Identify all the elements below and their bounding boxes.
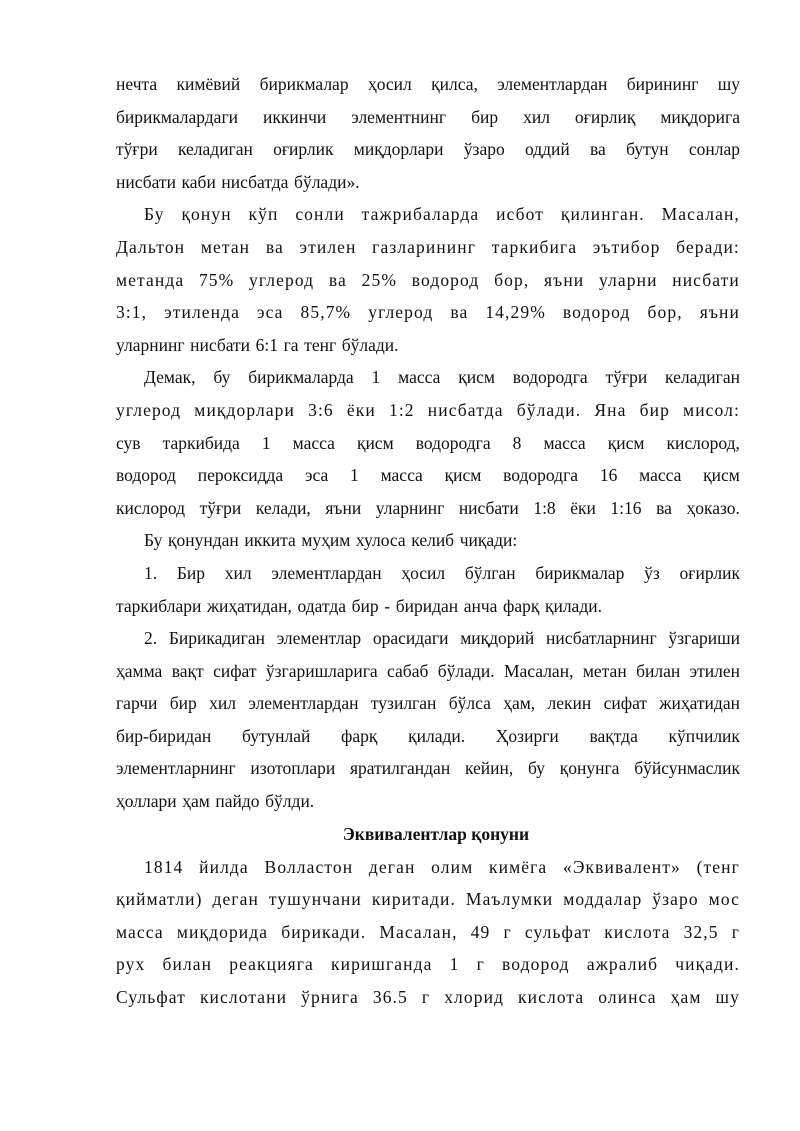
word: мисол: xyxy=(683,399,740,420)
word: кислотани xyxy=(199,987,288,1008)
word: муҳим xyxy=(301,530,351,551)
word: бирининг xyxy=(626,74,699,94)
word: пероксидда xyxy=(197,465,284,486)
word: Масалан, xyxy=(661,204,740,225)
word: қилса, xyxy=(431,74,478,94)
word: Бир xyxy=(176,562,206,583)
word: нечта xyxy=(116,74,158,94)
word: кислота xyxy=(604,921,671,942)
word: шу xyxy=(715,987,740,1008)
word: шу xyxy=(717,74,740,94)
word: хил xyxy=(523,106,550,127)
word: (тенг xyxy=(696,856,740,877)
word: келади, xyxy=(255,497,311,518)
section-heading: Эквивалентлар қонуни xyxy=(342,823,530,844)
word: нисбатда xyxy=(221,171,289,192)
word: ажралиб xyxy=(586,954,659,975)
word: қисм xyxy=(458,367,495,388)
word: элементлардан xyxy=(248,693,359,714)
word: бўлади. xyxy=(516,399,582,420)
word: этилен xyxy=(689,660,740,681)
word: ёки xyxy=(346,399,376,420)
word: бир xyxy=(351,595,379,616)
word: 8 xyxy=(512,432,522,453)
word: метан xyxy=(200,236,251,257)
word: кислота xyxy=(518,987,585,1008)
word: углерод xyxy=(116,399,182,420)
word: бу xyxy=(213,367,231,388)
word: бўлса xyxy=(448,693,491,714)
word: Сульфат xyxy=(116,987,186,1008)
text-line xyxy=(116,296,740,329)
text-line xyxy=(116,622,740,655)
word: тўғри xyxy=(199,497,242,518)
word: изотоплари xyxy=(250,758,336,779)
word: олим xyxy=(431,856,474,877)
word: 1:8 xyxy=(533,497,556,518)
text-line xyxy=(116,133,740,166)
word: реакцияга xyxy=(229,954,314,975)
word: тенг xyxy=(304,334,337,355)
word: иккита xyxy=(244,530,296,551)
word: таркибига xyxy=(491,236,578,257)
word: ёки xyxy=(570,497,596,518)
word: орасидаги xyxy=(372,628,449,649)
word: Ҳозирги xyxy=(495,725,559,746)
word: г xyxy=(476,954,485,975)
document-page xyxy=(116,68,740,1014)
word: га xyxy=(283,334,299,355)
word: келиб xyxy=(411,530,455,551)
text-line xyxy=(116,264,740,297)
word: хил xyxy=(209,693,237,714)
word: «Эквивалент» xyxy=(563,856,681,877)
word: эса xyxy=(256,302,284,323)
word: қисм xyxy=(703,465,740,486)
word: ҳам, xyxy=(503,693,536,714)
word: тўғри xyxy=(605,367,648,388)
word: этиленда xyxy=(164,302,240,323)
word: уларнинг xyxy=(116,334,185,355)
word: тажрибаларда xyxy=(361,204,480,225)
word: бирикмалар xyxy=(259,74,349,94)
word: фарқ xyxy=(503,595,540,616)
word: олинса xyxy=(598,987,657,1008)
text-line xyxy=(116,166,740,199)
word: Яна xyxy=(594,399,627,420)
word: 1814 xyxy=(144,856,184,877)
word: оғирлик xyxy=(273,139,334,160)
word: деган xyxy=(212,889,259,910)
word: қилади. xyxy=(544,595,602,616)
word: нисбати xyxy=(458,497,519,518)
word: водородга xyxy=(415,432,491,453)
word: элементлардан xyxy=(497,74,608,94)
text-line xyxy=(116,557,740,590)
word: биридан xyxy=(395,595,459,616)
word: метанда xyxy=(116,269,185,290)
word: элементлар xyxy=(276,628,362,649)
text-line xyxy=(116,655,740,688)
word: келадиган xyxy=(665,367,740,388)
word: ва xyxy=(265,236,284,257)
word: метан xyxy=(582,660,627,681)
word: одатда xyxy=(297,595,347,616)
word: келадиган xyxy=(177,139,253,160)
word: Масалан, xyxy=(503,660,574,681)
text-line xyxy=(116,916,740,949)
word: нисбати xyxy=(116,171,176,192)
word: тўғри xyxy=(116,139,158,160)
word: каби xyxy=(181,171,216,192)
word: ўзаро xyxy=(463,139,505,160)
word: миқдорий xyxy=(460,628,535,649)
word: ўзгариши xyxy=(668,628,740,649)
word: кейин, xyxy=(464,758,514,779)
word: бу xyxy=(528,758,546,779)
word: сув xyxy=(116,432,141,453)
word: г xyxy=(421,987,431,1008)
word: эса xyxy=(304,465,329,486)
text-line xyxy=(116,720,740,753)
word: қисм xyxy=(356,432,394,453)
text-line xyxy=(116,590,740,623)
word: беради: xyxy=(676,236,740,257)
word: 16 xyxy=(599,465,618,486)
word: ҳоказо. xyxy=(686,497,740,518)
word: 1 xyxy=(371,367,381,388)
text-line xyxy=(116,981,740,1014)
word: сульфат xyxy=(524,921,592,942)
word: уларни xyxy=(598,269,658,290)
word: углерод xyxy=(368,302,434,323)
word: бўйсунмаслик xyxy=(634,758,740,779)
word: ҳосил xyxy=(367,74,412,94)
word: бутунлай xyxy=(241,725,311,746)
word: 49 xyxy=(470,921,491,942)
word: бир xyxy=(639,399,670,420)
word: миқдорига xyxy=(660,106,740,127)
word: ўз xyxy=(644,562,660,583)
word: ҳоллари xyxy=(116,791,177,812)
text-line xyxy=(116,752,740,785)
text-line xyxy=(116,687,740,720)
word: моддалар xyxy=(563,889,643,910)
word: этилен xyxy=(299,236,357,257)
word: 1 xyxy=(261,432,271,453)
word: миқдорлари xyxy=(353,139,444,160)
word: бўлди. xyxy=(265,791,315,812)
word: бир xyxy=(169,693,197,714)
word: гарчи xyxy=(116,693,158,714)
word: сабаб xyxy=(387,660,429,681)
word: пайдо xyxy=(215,791,260,812)
word: нисбати xyxy=(190,334,251,355)
word: оддий xyxy=(524,139,570,160)
word: ва xyxy=(656,497,672,518)
text-line xyxy=(116,68,740,101)
word: яъни xyxy=(325,497,362,518)
word: бўлади. xyxy=(437,660,495,681)
word: бир xyxy=(471,106,499,127)
word: таркиблари xyxy=(116,595,202,616)
word: вақт xyxy=(171,660,204,681)
word: киритади. xyxy=(371,889,456,910)
word: лекин xyxy=(547,693,592,714)
text-line xyxy=(116,198,740,231)
word: қилади. xyxy=(408,725,466,746)
word: масса xyxy=(292,432,335,453)
word: қийматли) xyxy=(116,889,203,910)
word: водород xyxy=(502,954,570,975)
word: анча xyxy=(463,595,498,616)
word: вақтда xyxy=(589,725,638,746)
word: элементнинг xyxy=(351,106,447,127)
word: қилинган. xyxy=(560,204,645,225)
word: кимёвий xyxy=(176,74,241,94)
word: бутун xyxy=(626,139,669,160)
word: рух xyxy=(116,954,146,975)
word: ва xyxy=(328,269,347,290)
word: қонун xyxy=(181,204,232,225)
word: ўрнига xyxy=(301,987,359,1008)
text-line xyxy=(116,361,740,394)
word: 1. xyxy=(144,562,158,583)
word: бўлади». xyxy=(294,171,360,192)
word: чиқади: xyxy=(459,530,518,551)
word: яъни xyxy=(544,269,585,290)
word: Дальтон xyxy=(116,236,186,257)
word: водородга xyxy=(512,367,588,388)
word: жиҳатидан, xyxy=(206,595,292,616)
word: ҳамма xyxy=(116,660,163,681)
word: нисбати xyxy=(672,269,740,290)
word: ва xyxy=(590,139,606,160)
word: яратилгандан xyxy=(349,758,451,779)
word: бўлган xyxy=(464,562,516,583)
word: бирикмалардаги xyxy=(116,106,238,127)
word: эътибор xyxy=(592,236,661,257)
word: 85,7% xyxy=(300,302,352,323)
word: - xyxy=(384,595,391,616)
word: 2. xyxy=(144,628,158,649)
text-line xyxy=(116,492,740,525)
word: оғирлиқ xyxy=(574,106,636,127)
word: миқдорида xyxy=(176,921,269,942)
word: масса xyxy=(116,921,164,942)
word: элементларнинг xyxy=(116,758,236,779)
word: мос xyxy=(708,889,740,910)
word: углерод xyxy=(249,269,315,290)
word: бўлади. xyxy=(341,334,399,355)
word: 6:1 xyxy=(255,334,279,355)
word: тушунчани xyxy=(268,889,362,910)
word: чиқади. xyxy=(675,954,740,975)
text-line xyxy=(116,101,740,134)
word: масса xyxy=(639,465,682,486)
word: ҳам xyxy=(182,791,210,812)
word: миқдорлари xyxy=(194,399,295,420)
word: оғирлик xyxy=(679,562,740,583)
word: бор, xyxy=(647,302,683,323)
word: яъни xyxy=(699,302,740,323)
word: 14,29% xyxy=(485,302,546,323)
word: фарқ xyxy=(341,725,378,746)
word: бор, xyxy=(494,269,530,290)
word: Бу xyxy=(144,530,163,551)
text-line xyxy=(116,524,740,557)
word: ҳам xyxy=(670,987,702,1008)
word: масса xyxy=(380,465,423,486)
word: бир-биридан xyxy=(116,725,212,746)
word: билан xyxy=(162,954,213,975)
word: 75% xyxy=(198,269,235,290)
text-line xyxy=(116,459,740,492)
word: 1:2 xyxy=(388,399,415,420)
text-line xyxy=(116,329,740,362)
word: г xyxy=(731,921,740,942)
word: хулоса xyxy=(355,530,406,551)
word: сифат xyxy=(603,693,648,714)
word: 3:1, xyxy=(116,302,148,323)
word: Демак, xyxy=(144,367,196,388)
word: кўпчилик xyxy=(668,725,740,746)
word: 1 xyxy=(350,465,359,486)
word: водородга xyxy=(503,465,579,486)
word: масса xyxy=(543,432,586,453)
word: водород xyxy=(562,302,631,323)
word: ва xyxy=(450,302,469,323)
word: исбот xyxy=(496,204,544,225)
word: бирикади. xyxy=(281,921,367,942)
word: хлорид xyxy=(444,987,505,1008)
word: 36.5 xyxy=(372,987,408,1008)
word: 1 xyxy=(449,954,460,975)
word: 1:16 xyxy=(610,497,642,518)
word: жиҳатидан xyxy=(659,693,740,714)
word: кислород, xyxy=(666,432,740,453)
text-line xyxy=(116,851,740,884)
text-line xyxy=(116,427,740,460)
word: нисбатларнинг xyxy=(546,628,657,649)
word: Бирикадиган xyxy=(168,628,265,649)
word: водород xyxy=(116,465,176,486)
word: 32,5 xyxy=(683,921,719,942)
word: элементлардан xyxy=(271,562,382,583)
word: қисм xyxy=(607,432,645,453)
word: қисм xyxy=(444,465,482,486)
word: сифат xyxy=(213,660,257,681)
word: 25% xyxy=(361,269,398,290)
word: Волластон xyxy=(264,856,354,877)
word: киришганда xyxy=(331,954,433,975)
word: уларнинг xyxy=(375,497,445,518)
word: тузилган xyxy=(370,693,437,714)
text-line xyxy=(116,948,740,981)
word: қонунга xyxy=(559,758,620,779)
word: кўп xyxy=(248,204,279,225)
word: бирикмалар xyxy=(535,562,625,583)
text-line xyxy=(116,394,740,427)
word: ўзаро xyxy=(652,889,699,910)
word: ўзгаришларига xyxy=(265,660,378,681)
text-line xyxy=(116,785,740,818)
word: кимёга xyxy=(489,856,548,877)
word: йилда xyxy=(199,856,249,877)
word: Маълумки xyxy=(465,889,554,910)
word: Масалан, xyxy=(379,921,458,942)
word: қонундан xyxy=(167,530,239,551)
word: бирикмаларда xyxy=(248,367,354,388)
word: водород xyxy=(411,269,480,290)
word: нисбатда xyxy=(427,399,504,420)
word: таркибида xyxy=(162,432,240,453)
word: билан xyxy=(636,660,681,681)
word: г xyxy=(503,921,512,942)
word: 3:6 xyxy=(308,399,334,420)
word: ҳосил xyxy=(401,562,446,583)
word: хил xyxy=(224,562,252,583)
word: газларининг xyxy=(372,236,477,257)
word: сонли xyxy=(295,204,345,225)
word: деган xyxy=(368,856,416,877)
word: масса xyxy=(398,367,441,388)
word: сонлар xyxy=(688,139,740,160)
text-line xyxy=(116,883,740,916)
text-line xyxy=(116,231,740,264)
word: Бу xyxy=(144,204,165,225)
word: иккинчи xyxy=(262,106,327,127)
word: кислород xyxy=(116,497,186,518)
